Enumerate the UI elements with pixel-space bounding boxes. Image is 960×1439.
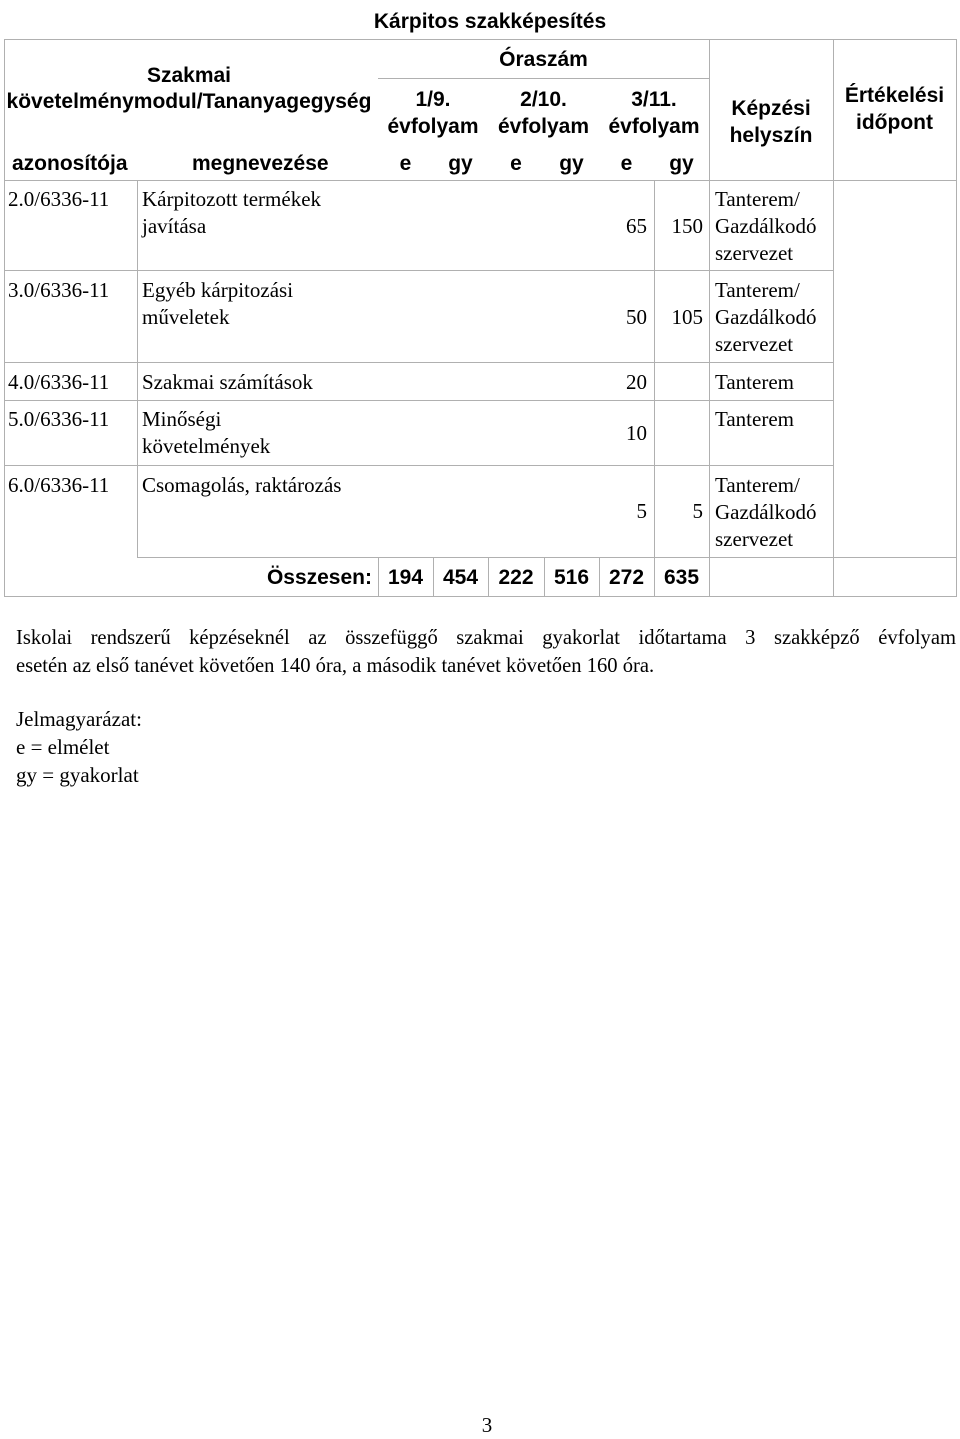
page-number: 3: [481, 1413, 493, 1437]
total-value-gy1: 454: [442, 566, 479, 589]
row-3-id: 4.0/6336-11: [8, 370, 110, 394]
row-5-gy3: 5: [692, 499, 703, 523]
row-2-place: [715, 277, 816, 358]
total-value-gy3: 635: [663, 566, 700, 589]
total-value-e2: 222: [498, 566, 534, 589]
grid-line: [4, 39, 957, 40]
module-header-line1: Szakmai: [146, 64, 232, 87]
row-4-id: 5.0/6336-11: [8, 407, 110, 431]
row-5-place: [715, 472, 816, 553]
row-4-name-line1: Minőségi: [142, 407, 222, 431]
sub-header-gy3: gy: [669, 152, 694, 175]
total-value-e1: 194: [387, 566, 424, 589]
year-1-sublabel: évfolyam: [387, 115, 479, 138]
module-header-line2: követelménymodul/Tananyagegység: [6, 90, 372, 113]
grid-line: [4, 39, 5, 596]
year-3-sublabel: évfolyam: [608, 115, 700, 138]
row-4-name: [142, 406, 270, 460]
oraszam-header: Óraszám: [499, 48, 588, 71]
row-3-place: Tanterem: [715, 370, 794, 394]
kepzesi-label: Képzési: [731, 97, 811, 120]
helyszin-label: helyszín: [729, 124, 813, 147]
row-2-id: 3.0/6336-11: [8, 278, 110, 302]
ertekelesi-idopont-header: [833, 82, 956, 136]
total-label: Összesen:: [266, 566, 372, 589]
grid-line: [4, 180, 957, 181]
year-1-header: [378, 86, 488, 140]
note-line2: esetén az első tanévet követően 140 óra, a második tanévet követően 160 óra.: [16, 655, 655, 677]
note-line1: Iskolai rendszerű képzéseknél az összefüggő szakmai gyakorlat időtartama 3 szakképző évfolyam: [16, 627, 956, 649]
megnevezese-header: megnevezése: [192, 152, 329, 175]
row-2-name-line2: műveletek: [142, 305, 230, 329]
row-4-name-line2: követelmények: [142, 434, 271, 458]
row-1-e3: 65: [626, 214, 647, 238]
row-1-place-line2: Gazdálkodó: [715, 214, 817, 238]
legend: [16, 705, 142, 789]
year-2-label: 2/10.: [520, 88, 567, 111]
sub-header-gy2: gy: [559, 152, 584, 175]
grid-line: [956, 39, 957, 596]
row-5-place-line1: Tanterem/: [715, 473, 800, 497]
row-2-e3: 50: [626, 305, 647, 329]
year-2-sublabel: évfolyam: [497, 115, 590, 138]
sub-header-e3: e: [620, 152, 633, 175]
year-2-header: [488, 86, 599, 140]
row-1-name: [142, 186, 321, 240]
kepzesi-helyszin-header: [709, 95, 833, 149]
row-5-place-line2: Gazdálkodó: [715, 500, 817, 524]
row-5-e3: 5: [636, 499, 647, 523]
total-value-e3: 272: [608, 566, 645, 589]
row-1-name-line1: Kárpitozott termékek: [142, 187, 322, 211]
legend-gy: gy = gyakorlat: [16, 763, 139, 787]
row-3-e3: 20: [626, 370, 647, 394]
grid-line: [378, 78, 709, 79]
grid-line: [137, 180, 138, 557]
row-3-name: Szakmai számítások: [142, 370, 313, 394]
row-1-gy3: 150: [671, 214, 703, 238]
sub-header-e1: e: [399, 152, 412, 175]
year-3-header: [599, 86, 709, 140]
legend-e: e = elmélet: [16, 735, 110, 759]
idopont-label: időpont: [856, 111, 933, 134]
row-2-place-line1: Tanterem/: [715, 278, 800, 302]
row-2-place-line2: Gazdálkodó: [715, 305, 817, 329]
row-2-gy3: 105: [671, 305, 703, 329]
grid-line: [4, 596, 957, 597]
grid-line: [654, 180, 655, 596]
total-value-gy2: 516: [553, 566, 590, 589]
row-1-name-line2: javítása: [142, 214, 207, 238]
row-5-id: 6.0/6336-11: [8, 473, 110, 497]
row-4-e3: 10: [626, 421, 647, 445]
row-4-place: Tanterem: [715, 407, 794, 431]
azonositoja-header: azonosítója: [12, 152, 128, 175]
year-3-label: 3/11.: [631, 88, 677, 111]
sub-header-gy1: gy: [448, 152, 473, 175]
row-1-place-line1: Tanterem/: [715, 187, 800, 211]
row-2-name-line1: Egyéb kárpitozási: [142, 278, 294, 302]
sub-header-e2: e: [510, 152, 522, 175]
row-2-name: [142, 277, 293, 331]
row-5-name: Csomagolás, raktározás: [142, 473, 342, 497]
row-2-place-line3: szervezet: [715, 332, 794, 356]
ertekelesi-label: Értékelési: [844, 84, 945, 107]
row-1-place: [715, 186, 816, 267]
row-1-place-line3: szervezet: [715, 241, 794, 265]
table-title: Kárpitos szakképesítés: [373, 10, 607, 33]
row-5-place-line3: szervezet: [715, 527, 794, 551]
year-1-label: 1/9.: [415, 88, 451, 111]
grid-line: [137, 557, 957, 558]
note-paragraph: [16, 624, 956, 680]
row-1-id: 2.0/6336-11: [8, 187, 110, 211]
legend-title: Jelmagyarázat:: [16, 707, 142, 731]
